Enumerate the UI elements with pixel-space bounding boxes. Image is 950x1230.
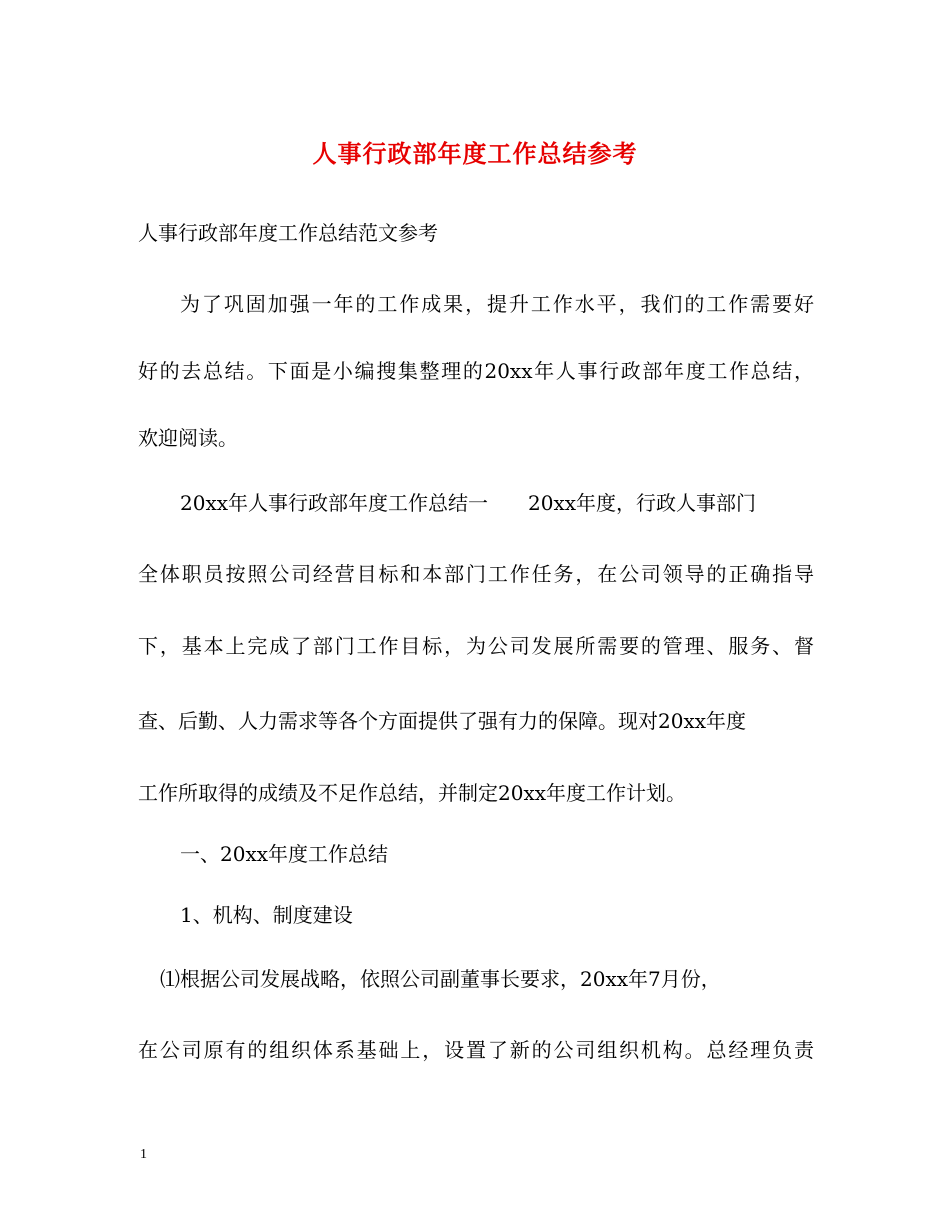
section-heading: 20xx年人事行政部年度工作总结一 — [180, 491, 489, 515]
document-subtitle: 人事行政部年度工作总结范文参考 — [138, 221, 438, 245]
paragraph-text: 20xx年度，行政人事部门 — [528, 491, 757, 515]
paragraph-line: 查、后勤、人力需求等各个方面提供了强有力的保障。现对20xx年度 — [138, 709, 747, 733]
paragraph-line: 全体职员按照公司经营目标和本部门工作任务，在公司领导的正确指导 — [138, 562, 814, 586]
subsection-heading: 1、机构、制度建设 — [180, 903, 353, 927]
document-title: 人事行政部年度工作总结参考 — [312, 139, 638, 168]
paragraph-line: 欢迎阅读。 — [138, 426, 238, 450]
paragraph-line: 下，基本上完成了部门工作目标，为公司发展所需要的管理、服务、督 — [138, 634, 814, 658]
paragraph-line — [180, 489, 756, 517]
section-heading: 一、20xx年度工作总结 — [180, 842, 389, 866]
paragraph-line: 好的去总结。下面是小编搜集整理的20xx年人事行政部年度工作总结， — [138, 359, 814, 383]
paragraph-line: 为了巩固加强一年的工作成果，提升工作水平，我们的工作需要好 — [180, 292, 814, 316]
paragraph-line: 在公司原有的组织体系基础上，设置了新的公司组织机构。总经理负责 — [138, 1038, 814, 1062]
page-number: 1 — [140, 1147, 147, 1162]
paragraph-line: 工作所取得的成绩及不足作总结，并制定20xx年度工作计划。 — [138, 781, 687, 805]
paragraph-line: ⑴根据公司发展战略，依照公司副董事长要求，20xx年7月份， — [160, 967, 721, 991]
